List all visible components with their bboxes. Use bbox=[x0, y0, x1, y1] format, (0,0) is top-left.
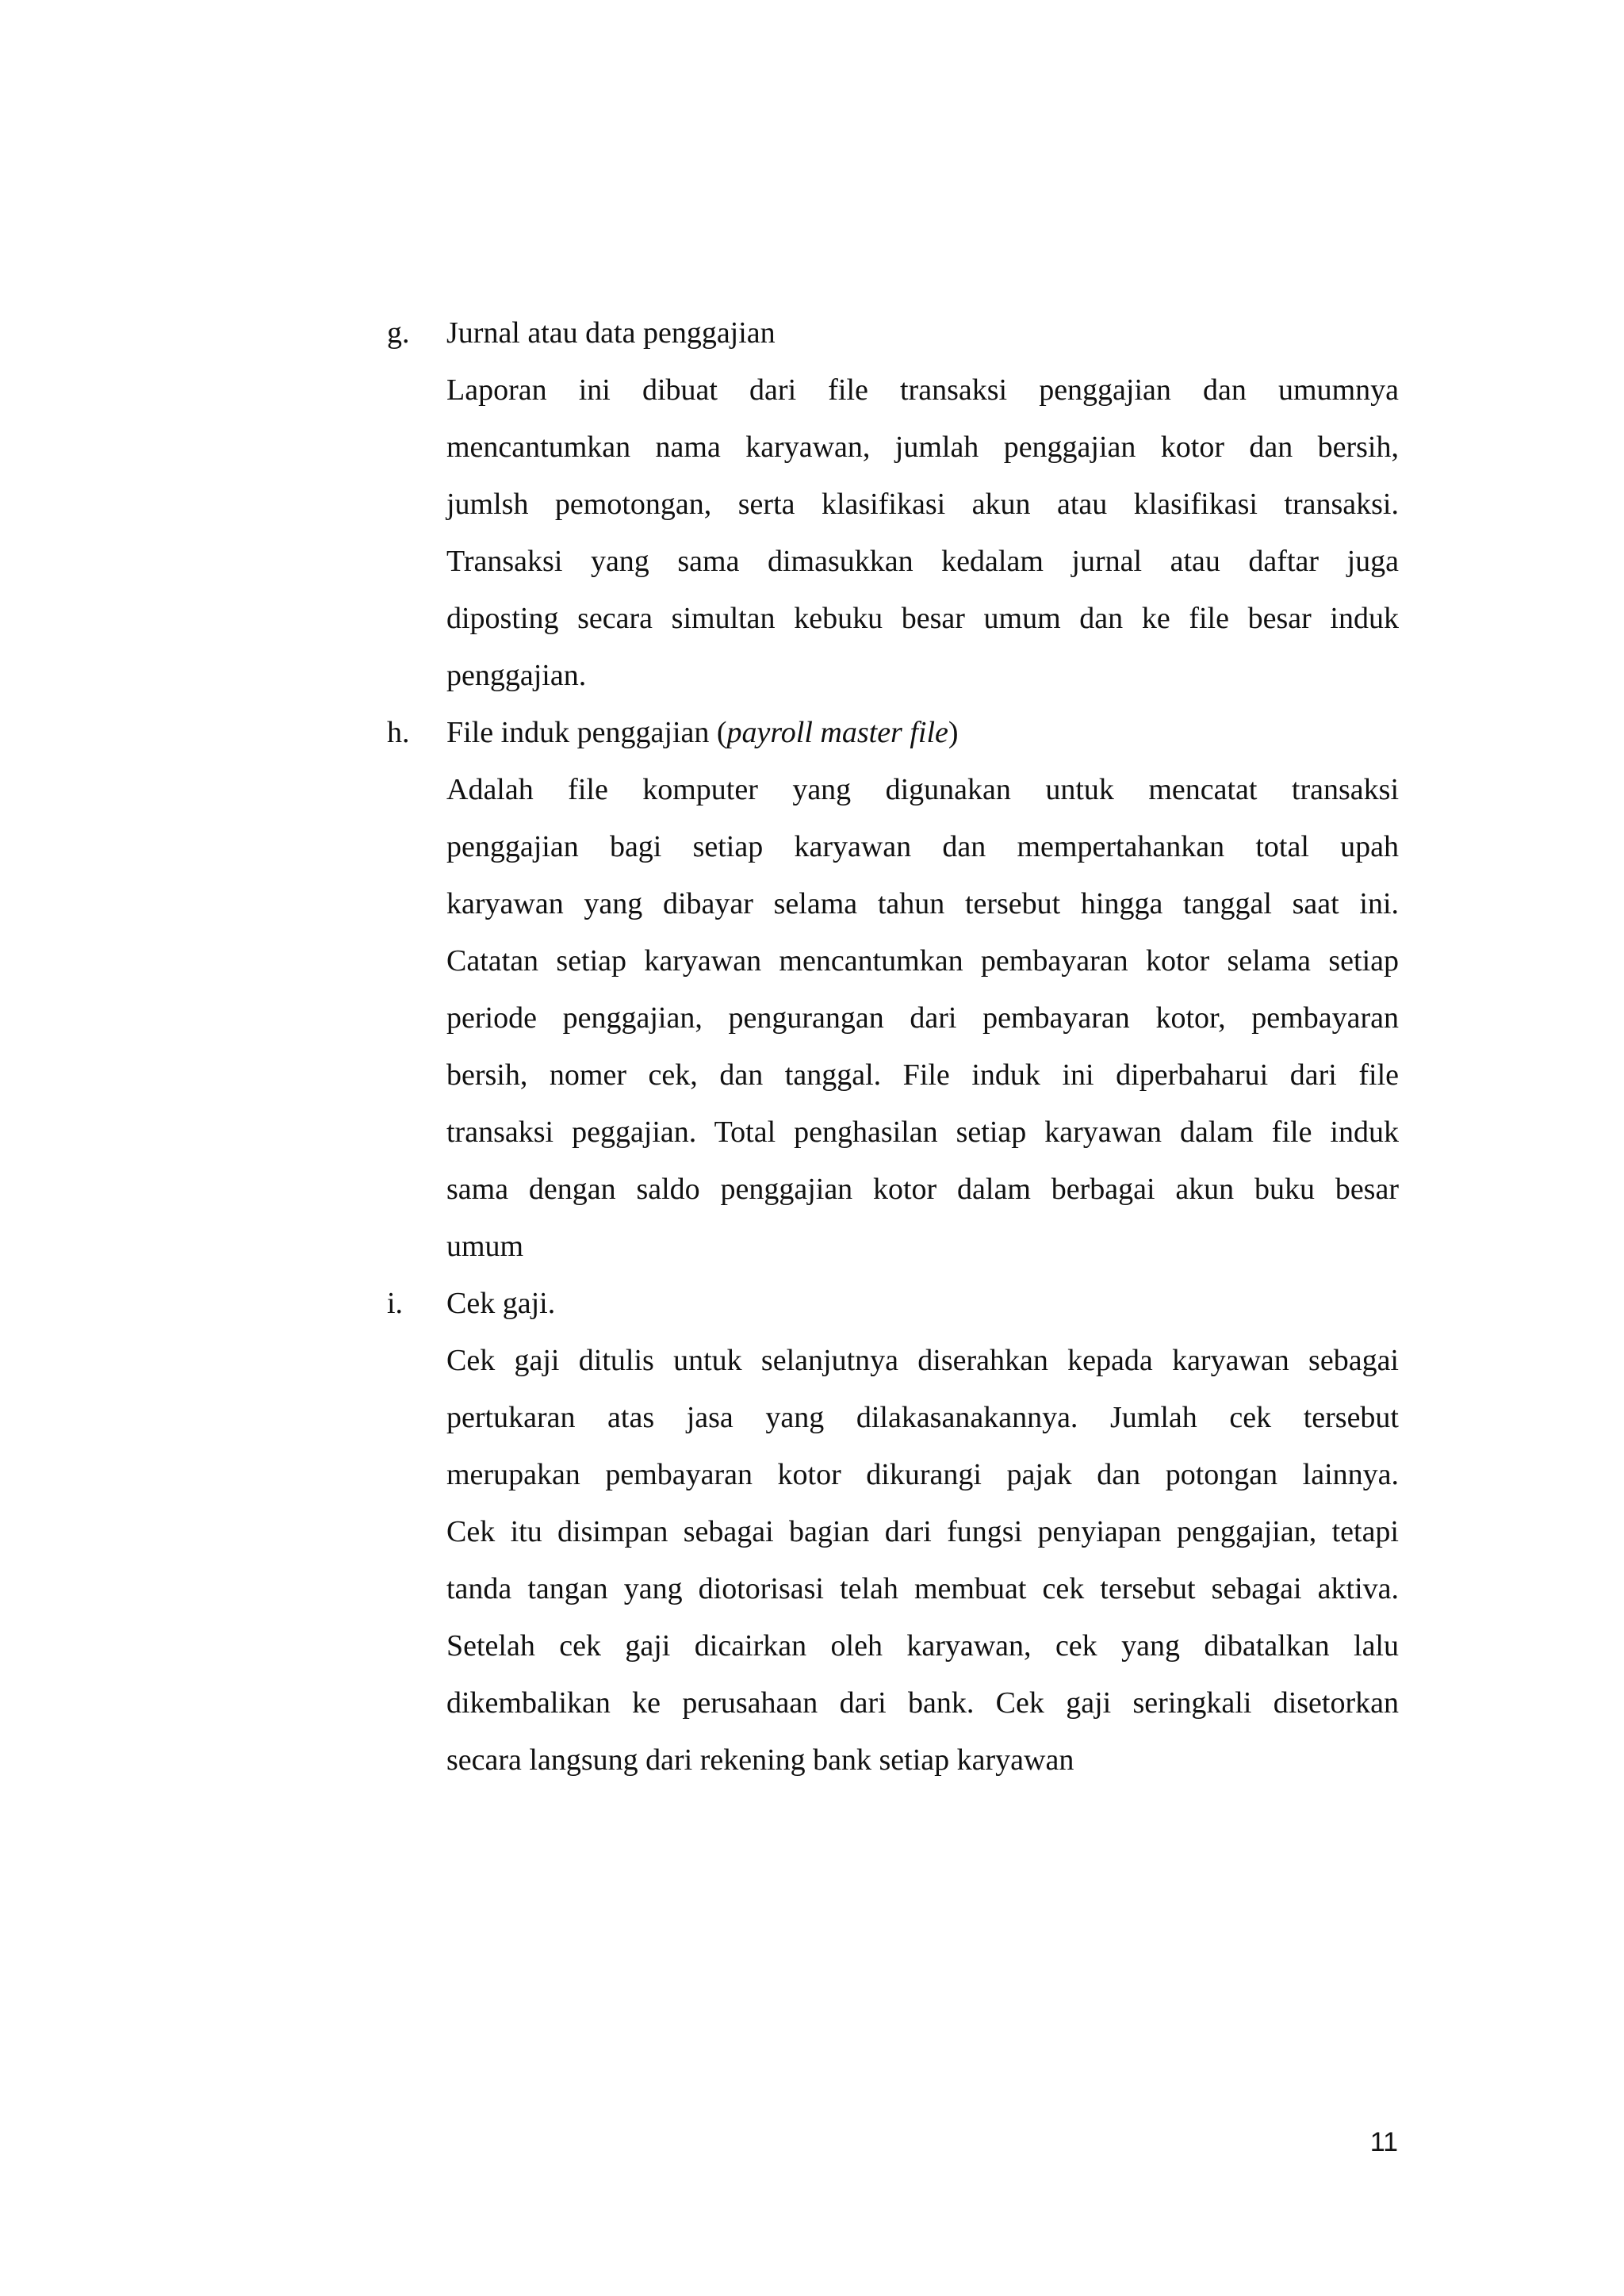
body-line: Cek itu disimpan sebagai bagian dari fungsi penyiapan penggajian, tetapi bbox=[446, 1515, 1399, 1548]
body-line: mencantumkan nama karyawan, jumlah penggajian kotor dan bersih, bbox=[446, 430, 1399, 464]
body-line: Setelah cek gaji dicairkan oleh karyawan, cek yang dibatalkan lalu bbox=[446, 1629, 1399, 1663]
list-marker: i. bbox=[387, 1287, 404, 1320]
body-line: Transaksi yang sama dimasukkan kedalam jurnal atau daftar juga bbox=[446, 545, 1399, 578]
heading-italic-text: payroll master file bbox=[726, 716, 948, 749]
page-number: 11 bbox=[1369, 2127, 1398, 2157]
body-line: diposting secara simultan kebuku besar umum dan ke file besar induk bbox=[446, 602, 1399, 635]
body-line: transaksi peggajian. Total penghasilan setiap karyawan dalam file induk bbox=[446, 1115, 1399, 1149]
document-content bbox=[387, 304, 1399, 1789]
body-line: merupakan pembayaran kotor dikurangi pajak dan potongan lainnya. bbox=[446, 1458, 1399, 1491]
heading-text: File induk penggajian ( bbox=[446, 716, 727, 749]
item-heading: Jurnal atau data penggajian bbox=[446, 316, 776, 350]
heading-text: ) bbox=[948, 716, 959, 749]
body-line: jumlsh pemotongan, serta klasifikasi akun atau klasifikasi transaksi. bbox=[446, 488, 1399, 521]
list-item-i bbox=[387, 1275, 1399, 1789]
body-line: sama dengan saldo penggajian kotor dalam berbagai akun buku besar bbox=[446, 1173, 1399, 1206]
item-body bbox=[446, 1332, 1399, 1789]
body-line: periode penggajian, pengurangan dari pembayaran kotor, pembayaran bbox=[446, 1001, 1399, 1035]
list-marker: g. bbox=[387, 316, 410, 350]
item-body bbox=[446, 761, 1399, 1275]
body-line: Cek gaji ditulis untuk selanjutnya diserahkan kepada karyawan sebagai bbox=[446, 1344, 1399, 1377]
body-line: Adalah file komputer yang digunakan untuk mencatat transaksi bbox=[446, 773, 1399, 806]
body-line: bersih, nomer cek, dan tanggal. File induk ini diperbaharui dari file bbox=[446, 1058, 1399, 1092]
body-line: umum bbox=[446, 1230, 524, 1263]
body-line: secara langsung dari rekening bank setiap karyawan bbox=[446, 1743, 1074, 1777]
list-item-h bbox=[387, 704, 1399, 1275]
body-line: karyawan yang dibayar selama tahun tersebut hingga tanggal saat ini. bbox=[446, 887, 1399, 920]
item-heading: Cek gaji. bbox=[446, 1287, 556, 1320]
body-line: dikembalikan ke perusahaan dari bank. Cek gaji seringkali disetorkan bbox=[446, 1686, 1399, 1720]
body-line: penggajian. bbox=[446, 659, 587, 692]
item-heading bbox=[446, 704, 1399, 761]
body-line: pertukaran atas jasa yang dilakasanakannya. Jumlah cek tersebut bbox=[446, 1401, 1399, 1434]
body-line: penggajian bagi setiap karyawan dan mempertahankan total upah bbox=[446, 830, 1399, 863]
body-line: Laporan ini dibuat dari file transaksi penggajian dan umumnya bbox=[446, 373, 1399, 407]
item-body bbox=[446, 362, 1399, 704]
list-marker: h. bbox=[387, 716, 410, 749]
list-item-g bbox=[387, 304, 1399, 704]
body-line: Catatan setiap karyawan mencantumkan pembayaran kotor selama setiap bbox=[446, 944, 1399, 978]
body-line: tanda tangan yang diotorisasi telah membuat cek tersebut sebagai aktiva. bbox=[446, 1572, 1399, 1605]
